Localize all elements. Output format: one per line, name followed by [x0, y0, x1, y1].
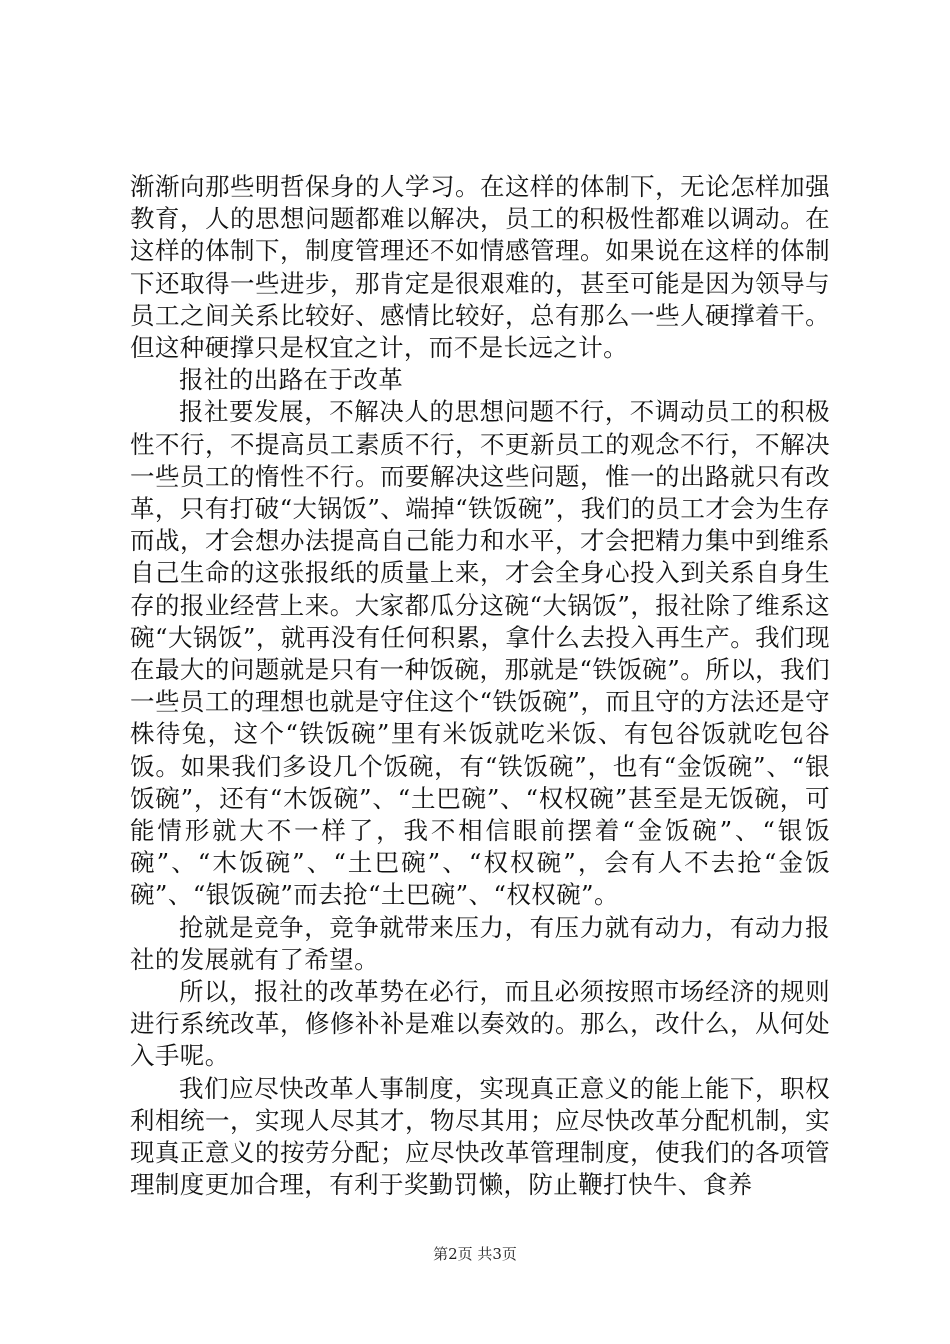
paragraph-1: 渐渐向那些明哲保身的人学习。在这样的体制下，无论怎样加强教育，人的思想问题都难以解决，员工的积极性都难以调动。在这样的体制下，制度管理还不如情感管理。如果说在这样的体制下还取得一些进步，那肯定是很艰难的，甚至可能是因为领导与员工之间关系比较好、感情比较好，总有那么一些人硬撑着干。但这种硬撑只是权宜之计，而不是长远之计。 — [130, 172, 830, 363]
document-body — [130, 171, 830, 1202]
paragraph-6: 我们应尽快改革人事制度，实现真正意义的能上能下，职权利相统一，实现人尽其才，物尽其用；应尽快改革分配机制，实现真正意义的按劳分配；应尽快改革管理制度，使我们的各项管理制度更加合理，有利于奖勤罚懒，防止鞭打快牛、食养 — [130, 1073, 830, 1200]
paragraph-4: 抢就是竞争，竞争就带来压力，有压力就有动力，有动力报社的发展就有了希望。 — [130, 912, 830, 974]
paragraph-5: 所以，报社的改革势在必行，而且必须按照市场经济的规则进行系统改革，修修补补是难以奏效的。那么，改什么，从何处入手呢。 — [130, 977, 830, 1071]
section-heading: 报社的出路在于改革 — [179, 365, 404, 395]
paragraph-3: 报社要发展，不解决人的思想问题不行，不调动员工的积极性不行，不提高员工素质不行，不更新员工的观念不行，不解决一些员工的惰性不行。而要解决这些问题，惟一的出路就只有改革，只有打破“大锅饭”、端掉“铁饭碗”，我们的员工才会为生存而战，才会想办法提高自己能力和水平，才会把精力集中到维系自己生命的这张报纸的质量上来，才会全身心投入到关系自身生存的报业经营上来。大家都瓜分这碗“大锅饭”，报社除了维系这碗“大锅饭”，就再没有任何积累，拿什么去投入再生产。我们现在最大的问题就是只有一种饭碗，那就是“铁饭碗”。所以，我们一些员工的理想也就是守住这个“铁饭碗”，而且守的方法还是守株待兔，这个“铁饭碗”里有米饭就吃米饭、有包谷饭就吃包谷饭。如果我们多设几个饭碗，有“铁饭碗”，也有“金饭碗”、“银饭碗”，还有“木饭碗”、“土巴碗”、“权权碗”甚至是无饭碗，可能情形就大不一样了，我不相信眼前摆着“金饭碗”、“银饭碗”、“木饭碗”、“土巴碗”、“权权碗”，会有人不去抢“金饭碗”、“银饭碗”而去抢“土巴碗”、“权权碗”。 — [130, 397, 830, 910]
page-number-footer: 第2页 共3页 — [433, 1245, 517, 1263]
